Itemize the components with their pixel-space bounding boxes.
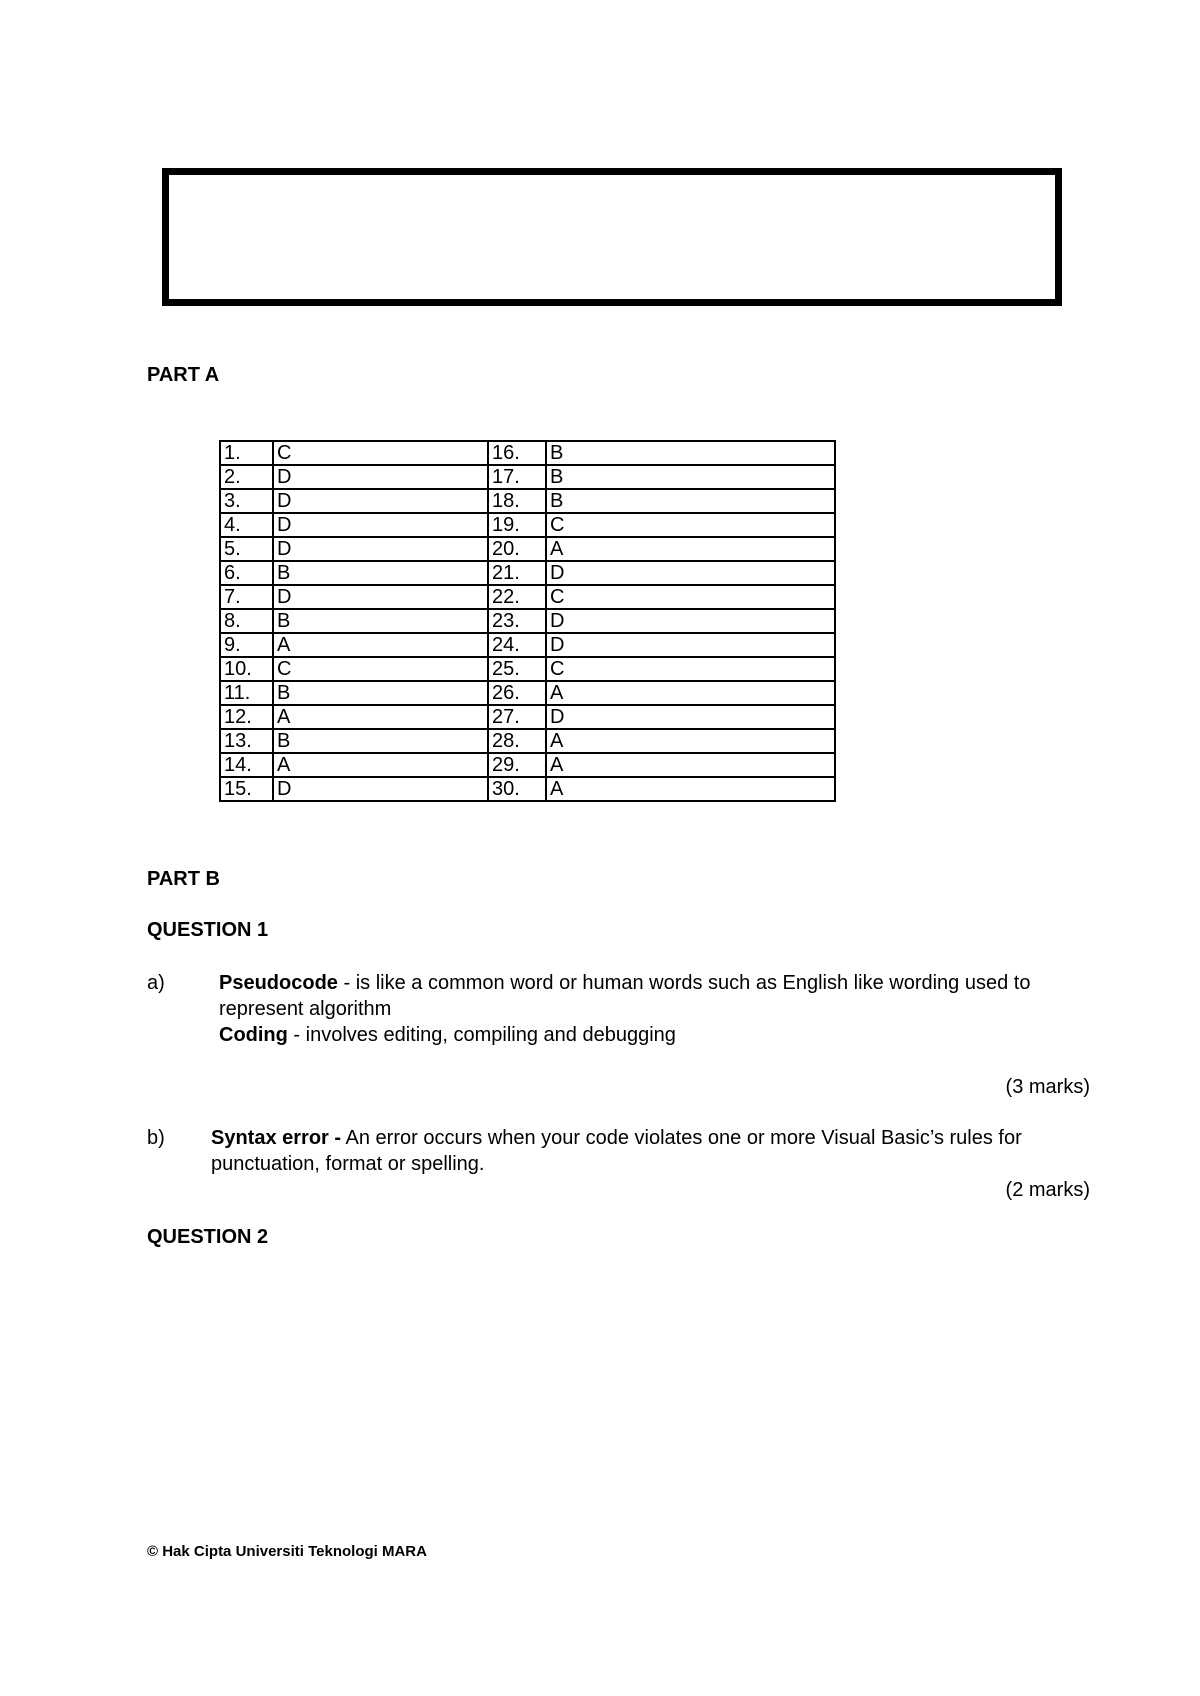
pseudocode-term: Pseudocode xyxy=(219,972,338,994)
question-number-cell: 1. xyxy=(220,441,273,465)
answer-cell: C xyxy=(546,513,835,537)
table-row xyxy=(220,777,835,801)
table-row xyxy=(220,681,835,705)
header-box xyxy=(162,168,1062,306)
question-number-cell: 19. xyxy=(488,513,546,537)
question-number-cell: 23. xyxy=(488,609,546,633)
question-number-cell: 28. xyxy=(488,729,546,753)
coding-definition: - involves editing, compiling and debugging xyxy=(287,1024,676,1046)
answer-cell: D xyxy=(273,489,488,513)
answer-cell: C xyxy=(546,585,835,609)
question-number-cell: 27. xyxy=(488,705,546,729)
table-row xyxy=(220,513,835,537)
answer-cell: D xyxy=(546,561,835,585)
answer-cell: A xyxy=(546,753,835,777)
question-number-cell: 22. xyxy=(488,585,546,609)
question-number-cell: 13. xyxy=(220,729,273,753)
answer-cell: A xyxy=(546,729,835,753)
answer-cell: A xyxy=(546,777,835,801)
answer-cell: C xyxy=(273,441,488,465)
question-number-cell: 26. xyxy=(488,681,546,705)
table-row xyxy=(220,441,835,465)
q1-b-marker: b) xyxy=(147,1127,165,1149)
table-row xyxy=(220,609,835,633)
answer-cell: A xyxy=(273,633,488,657)
answer-cell: B xyxy=(546,441,835,465)
table-row xyxy=(220,585,835,609)
answer-cell: D xyxy=(546,633,835,657)
question-number-cell: 3. xyxy=(220,489,273,513)
table-row xyxy=(220,657,835,681)
table-row xyxy=(220,561,835,585)
q1-a-marks: (3 marks) xyxy=(1005,1076,1090,1098)
table-row xyxy=(220,633,835,657)
table-row xyxy=(220,537,835,561)
question-number-cell: 24. xyxy=(488,633,546,657)
answer-cell: C xyxy=(273,657,488,681)
part-b-heading: PART B xyxy=(147,868,220,890)
answer-cell: D xyxy=(273,465,488,489)
q1-b-syntax-error-answer xyxy=(211,1125,1096,1177)
syntax-error-term: Syntax error - xyxy=(211,1127,342,1149)
question-number-cell: 15. xyxy=(220,777,273,801)
syntax-error-definition: An error occurs when your code violates one or more Visual Basic’s rules for punctuation, format or spelling. xyxy=(211,1127,1022,1175)
q1-a-pseudocode-answer xyxy=(219,970,1089,1022)
question-number-cell: 21. xyxy=(488,561,546,585)
question-number-cell: 7. xyxy=(220,585,273,609)
answer-cell: D xyxy=(546,609,835,633)
question-number-cell: 20. xyxy=(488,537,546,561)
answer-cell: B xyxy=(273,609,488,633)
table-row xyxy=(220,753,835,777)
answer-cell: A xyxy=(546,537,835,561)
answer-cell: C xyxy=(546,657,835,681)
answer-cell: B xyxy=(273,561,488,585)
table-row xyxy=(220,489,835,513)
answer-cell: D xyxy=(546,705,835,729)
answer-cell: A xyxy=(273,753,488,777)
coding-term: Coding xyxy=(219,1024,288,1046)
answer-cell: A xyxy=(546,681,835,705)
answer-cell: D xyxy=(273,777,488,801)
answer-cell: D xyxy=(273,585,488,609)
question-number-cell: 8. xyxy=(220,609,273,633)
question-number-cell: 4. xyxy=(220,513,273,537)
question-1-heading: QUESTION 1 xyxy=(147,919,269,941)
question-number-cell: 11. xyxy=(220,681,273,705)
answer-table xyxy=(219,440,836,802)
part-a-heading: PART A xyxy=(147,364,220,386)
question-number-cell: 5. xyxy=(220,537,273,561)
copyright-footer: © Hak Cipta Universiti Teknologi MARA xyxy=(147,1543,427,1560)
question-number-cell: 29. xyxy=(488,753,546,777)
question-number-cell: 25. xyxy=(488,657,546,681)
question-number-cell: 16. xyxy=(488,441,546,465)
table-row xyxy=(220,465,835,489)
q1-a-marker: a) xyxy=(147,972,165,994)
answer-cell: D xyxy=(273,537,488,561)
answer-cell: A xyxy=(273,705,488,729)
answer-cell: B xyxy=(273,729,488,753)
question-number-cell: 2. xyxy=(220,465,273,489)
question-number-cell: 9. xyxy=(220,633,273,657)
table-row xyxy=(220,729,835,753)
answer-cell: B xyxy=(273,681,488,705)
q1-b-marks: (2 marks) xyxy=(1005,1179,1090,1201)
answer-cell: B xyxy=(546,465,835,489)
question-2-heading: QUESTION 2 xyxy=(147,1226,269,1248)
question-number-cell: 6. xyxy=(220,561,273,585)
answer-cell: D xyxy=(273,513,488,537)
question-number-cell: 17. xyxy=(488,465,546,489)
question-number-cell: 30. xyxy=(488,777,546,801)
pseudocode-definition: - is like a common word or human words such as English like wording used to represent algorithm xyxy=(219,972,1031,1020)
q1-a-coding-answer xyxy=(219,1022,1089,1048)
question-number-cell: 10. xyxy=(220,657,273,681)
table-row xyxy=(220,705,835,729)
question-number-cell: 12. xyxy=(220,705,273,729)
question-number-cell: 14. xyxy=(220,753,273,777)
question-number-cell: 18. xyxy=(488,489,546,513)
answer-cell: B xyxy=(546,489,835,513)
